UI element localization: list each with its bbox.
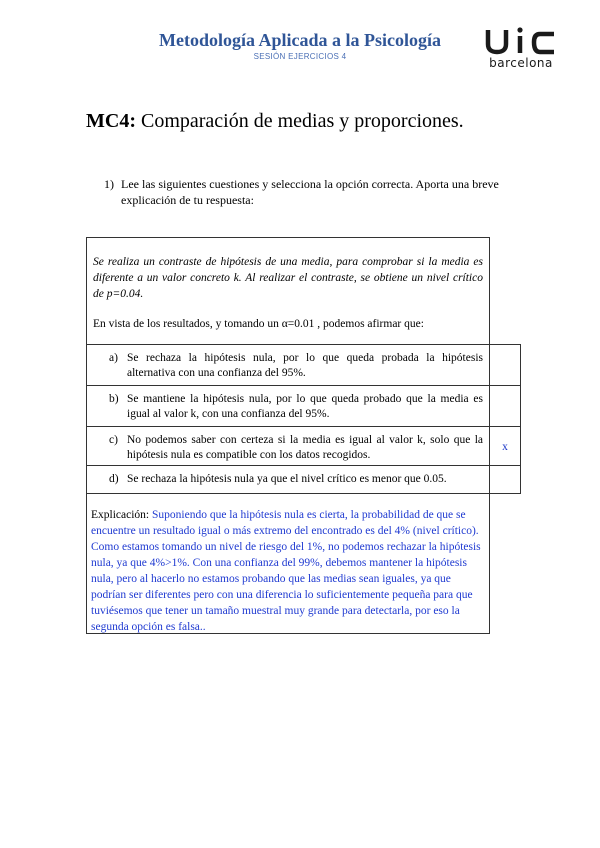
option-row[interactable] bbox=[86, 344, 490, 386]
option-letter: c) bbox=[109, 434, 118, 446]
option-text: No podemos saber con certeza si la media es igual al valor k, solo que la hipótesis nula es compatible con los datos recogidos. bbox=[127, 434, 483, 461]
explanation-answer: Suponiendo que la hipótesis nula es cierta, la probabilidad de que se encuentre un resultado igual o más extremo del encontrado es del 4% (nivel crítico). Como estamos tomando un nivel de riesgo del 1%, no podemos rechazar la hipótesis nula, ya que 4%>1%. Con una confianza del 99%, debemos mantener la hipótesis nula, pero al hacerlo no estamos probando que las medias sean iguales, ya que podrían ser diferentes pero con una diferencia lo suficientemente pequeña para que tuviésemos que tener un tamaño muestral muy grande para detectarla, por eso la segunda opción es falsa.. bbox=[91, 509, 481, 633]
option-text: Se rechaza la hipótesis nula ya que el nivel crítico es menor que 0.05. bbox=[127, 473, 447, 485]
option-text: Se rechaza la hipótesis nula, por lo que queda probada la hipótesis alternativa con una confianza del 95%. bbox=[127, 352, 483, 379]
option-row[interactable] bbox=[86, 385, 490, 427]
question-text: Lee las siguientes cuestiones y selecciona la opción correcta. Aporta una breve explicación de tu respuesta: bbox=[121, 177, 499, 207]
question-number: 1) bbox=[104, 177, 114, 191]
statement-box bbox=[86, 237, 490, 345]
statement-italic-text: Se realiza un contraste de hipótesis de una media, para comprobar si la media es diferente a un valor concreto k. Al realizar el contraste, se obtiene un nivel crítico de p=0.04. bbox=[93, 256, 483, 300]
option-mark-cell[interactable]: x bbox=[489, 426, 521, 466]
explanation-box[interactable] bbox=[86, 493, 490, 634]
statement-plain-text: En vista de los resultados, y tomando un α=0.01 , podemos afirmar que: bbox=[93, 318, 424, 330]
document-header-title: Metodología Aplicada a la Psicología bbox=[159, 30, 441, 50]
uic-logo-mark bbox=[488, 30, 554, 53]
option-mark-cell[interactable] bbox=[489, 344, 521, 386]
option-mark-cell[interactable] bbox=[489, 465, 521, 494]
exercise-code: MC4: bbox=[86, 110, 136, 132]
option-row[interactable] bbox=[86, 426, 490, 466]
question-prompt bbox=[104, 176, 524, 208]
option-mark-cell[interactable] bbox=[489, 385, 521, 427]
option-row[interactable] bbox=[86, 465, 490, 494]
option-letter: d) bbox=[109, 473, 119, 485]
explanation-label: Explicación: bbox=[91, 509, 150, 521]
option-letter: b) bbox=[109, 393, 119, 405]
option-text: Se mantiene la hipótesis nula, por lo que queda probado que la media es igual al valor k, con una confianza del 95%. bbox=[127, 393, 483, 420]
logo-wordmark: barcelona bbox=[489, 56, 553, 70]
option-letter: a) bbox=[109, 352, 118, 364]
logo-dot bbox=[517, 27, 522, 32]
page-title bbox=[86, 110, 464, 133]
exercise-title: Comparación de medias y proporciones. bbox=[135, 110, 464, 132]
document-header-subtitle: SESIÓN EJERCICIOS 4 bbox=[253, 52, 347, 61]
